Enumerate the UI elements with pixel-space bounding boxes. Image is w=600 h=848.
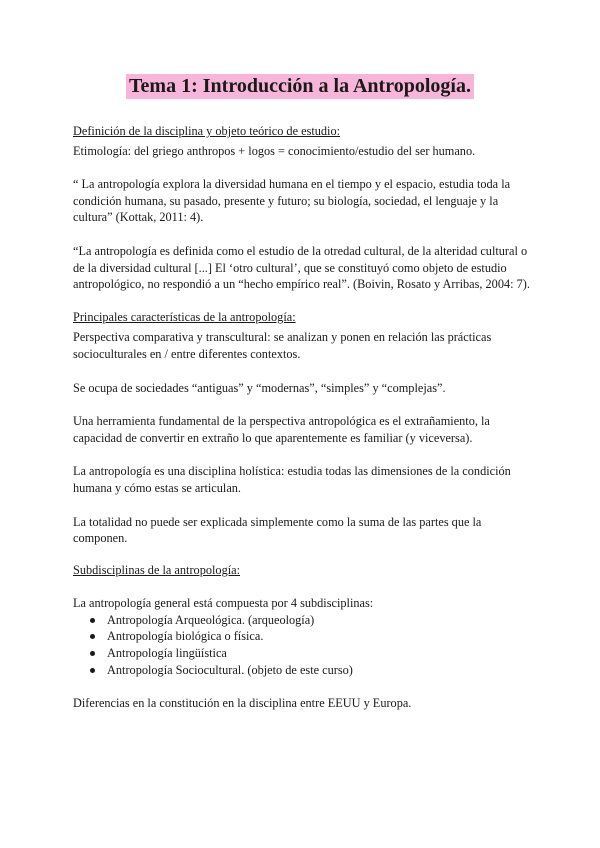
subdisciplinas-list [73, 612, 533, 678]
section-heading-definicion: Definición de la disciplina y objeto teórico de estudio: [73, 124, 341, 138]
page-title: Tema 1: Introducción a la Antropología. [126, 74, 474, 99]
paragraph-quote-boivin: “La antropología es definida como el estudio de la otredad cultural, de la alteridad cultural o de la diversidad cultural [...] El ‘otro cultural’, que se constituyó como objeto de estudio antropológico, no respondió a un “hecho empírico real”. (Boivin, Rosato y Arribas, 2004: 7). [73, 243, 530, 292]
list-item-label: Antropología biológica o física. [107, 629, 264, 644]
list-item [73, 662, 533, 679]
section-heading-subdisciplinas: Subdisciplinas de la antropología: [73, 562, 241, 577]
document-body [73, 123, 533, 712]
list-item [73, 628, 533, 645]
list-item [73, 645, 533, 662]
section-heading-caracteristicas: Principales características de la antropología: [73, 309, 296, 324]
list-item-label: Antropología lingüística [107, 646, 227, 661]
list-item-label: Antropología Arqueológica. (arqueología) [107, 612, 315, 627]
paragraph-holistica: La antropología es una disciplina holística: estudia todas las dimensiones de la condición humana y cómo estas se articulan. [73, 464, 511, 495]
list-item [73, 612, 533, 629]
bullet-icon [90, 668, 95, 673]
paragraph-extranamiento: Una herramienta fundamental de la perspectiva antropológica es el extrañamiento, la capacidad de convertir en extraño lo que aparentemente es familiar (y viceversa). [73, 414, 490, 445]
paragraph-quote-kottak: “ La antropología explora la diversidad humana en el tiempo y el espacio, estudia toda la condición humana, su pasado, presente y futuro; su biología, sociedad, el lenguaje y la cultura” (Kottak, 2011: 4). [73, 177, 511, 225]
paragraph-sociedades: Se ocupa de sociedades “antiguas” y “modernas”, “simples” y “complejas”. [73, 380, 446, 395]
list-item-label: Antropología Sociocultural. (objeto de este curso) [107, 662, 353, 677]
bullet-icon [90, 651, 95, 656]
title-wrap [0, 74, 600, 99]
paragraph-totalidad: La totalidad no puede ser explicada simplemente como la suma de las partes que la componen. [73, 514, 482, 546]
paragraph-etimologia: Etimología: del griego anthropos + logos = conocimiento/estudio del ser humano. [73, 143, 476, 158]
paragraph-subdisciplinas-intro: La antropología general está compuesta por 4 subdisciplinas: [73, 596, 374, 611]
paragraph-perspectiva: Perspectiva comparativa y transcultural: se analizan y ponen en relación las prácticas socioculturales en / entre diferentes contextos. [73, 330, 492, 361]
bullet-icon [90, 618, 95, 623]
paragraph-diferencias: Diferencias en la constitución en la disciplina entre EEUU y Europa. [73, 696, 412, 711]
bullet-icon [90, 634, 95, 639]
